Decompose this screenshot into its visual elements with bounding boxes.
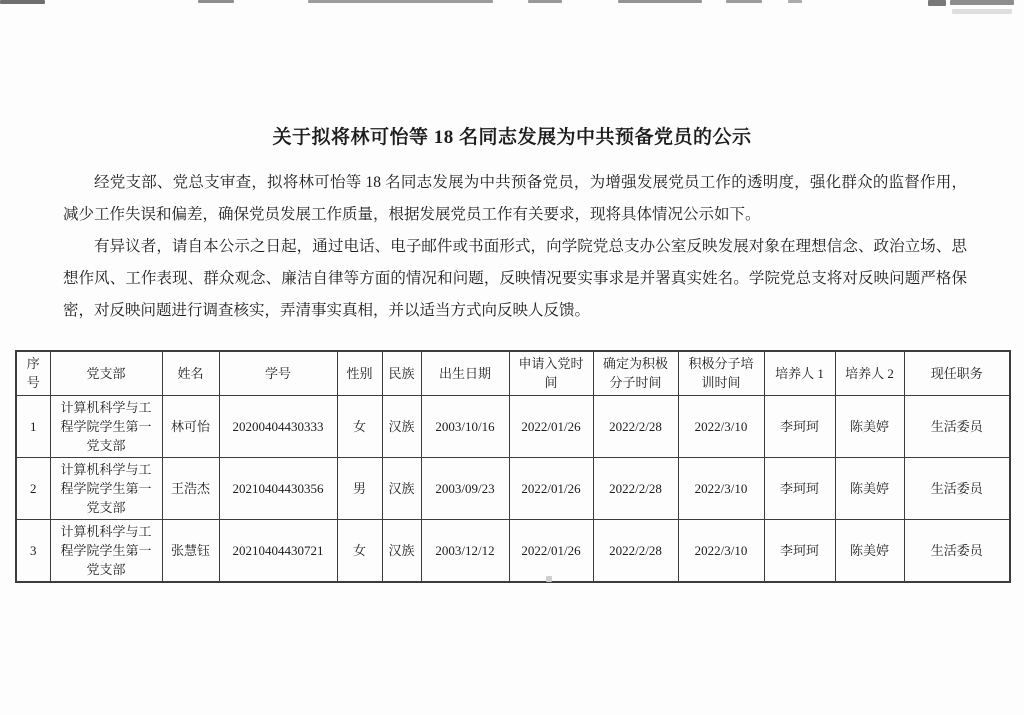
notice-paragraph-1: 经党支部、党总支审查，拟将林可怡等 18 名同志发展为中共预备党员，为增强发展党员工作的透明度，强化群众的监督作用，减少工作失误和偏差，确保党员发展工作质量，根据发展党员工作有关要求，现将具体情况公示如下。	[63, 174, 967, 223]
table-cell: 20210404430721	[219, 519, 337, 582]
scan-artifact	[618, 0, 702, 3]
table-cell: 女	[337, 519, 382, 582]
column-header: 积极分子培训时间	[678, 351, 764, 395]
table-cell: 李珂珂	[764, 395, 835, 457]
column-header: 培养人 1	[764, 351, 835, 395]
table-cell: 林可怡	[162, 395, 219, 457]
table-cell: 2003/10/16	[421, 395, 509, 457]
column-header: 培养人 2	[835, 351, 904, 395]
notice-body	[63, 167, 967, 327]
table-cell: 2022/3/10	[678, 457, 764, 519]
table-cell: 2022/2/28	[593, 519, 678, 582]
column-header: 党支部	[50, 351, 162, 395]
table-cell: 李珂珂	[764, 457, 835, 519]
table-cell: 汉族	[382, 457, 421, 519]
table-cell: 2022/2/28	[593, 457, 678, 519]
table-cell: 计算机科学与工程学院学生第一党支部	[50, 395, 162, 457]
scan-artifact	[0, 0, 45, 4]
table-cell: 生活委员	[904, 457, 1010, 519]
table-cell: 陈美婷	[835, 395, 904, 457]
table-cell: 2022/3/10	[678, 395, 764, 457]
column-header: 性别	[337, 351, 382, 395]
scan-artifact	[950, 0, 1014, 5]
table-row	[16, 457, 1010, 519]
table-header-row	[16, 351, 1010, 395]
table-row	[16, 519, 1010, 582]
table-cell: 王浩杰	[162, 457, 219, 519]
scan-artifact	[198, 0, 234, 3]
table-cell: 生活委员	[904, 519, 1010, 582]
table-cell: 计算机科学与工程学院学生第一党支部	[50, 457, 162, 519]
table-cell: 2022/01/26	[509, 457, 593, 519]
table-cell: 陈美婷	[835, 519, 904, 582]
table-cell: 2003/12/12	[421, 519, 509, 582]
scan-artifact	[546, 576, 552, 582]
notice-paragraph-2: 有异议者，请自本公示之日起，通过电话、电子邮件或书面形式，向学院党总支办公室反映发展对象在理想信念、政治立场、思想作风、工作表现、群众观念、廉洁自律等方面的情况和问题，反映情况要实事求是并署真实姓名。学院党总支将对反映问题严格保密，对反映问题进行调查核实，弄清事实真相，并以适当方式向反映人反馈。	[63, 238, 967, 319]
column-header: 姓名	[162, 351, 219, 395]
table-cell: 李珂珂	[764, 519, 835, 582]
table-cell: 20200404430333	[219, 395, 337, 457]
table-cell: 3	[16, 519, 50, 582]
page-title: 关于拟将林可怡等 18 名同志发展为中共预备党员的公示	[272, 127, 752, 148]
column-header: 申请入党时间	[509, 351, 593, 395]
column-header: 民族	[382, 351, 421, 395]
table-cell: 陈美婷	[835, 457, 904, 519]
scan-artifact	[726, 0, 762, 3]
column-header: 现任职务	[904, 351, 1010, 395]
table-cell: 男	[337, 457, 382, 519]
scan-artifact	[788, 0, 802, 3]
table-cell: 张慧钰	[162, 519, 219, 582]
table-cell: 2022/3/10	[678, 519, 764, 582]
column-header: 学号	[219, 351, 337, 395]
table-cell: 女	[337, 395, 382, 457]
table-cell: 20210404430356	[219, 457, 337, 519]
table-cell: 2022/01/26	[509, 395, 593, 457]
scan-artifact	[528, 0, 562, 3]
scan-artifact	[952, 9, 1012, 14]
table-cell: 汉族	[382, 519, 421, 582]
table-cell: 2	[16, 457, 50, 519]
candidates-table	[15, 350, 1011, 583]
column-header: 确定为积极分子时间	[593, 351, 678, 395]
table-cell: 2022/01/26	[509, 519, 593, 582]
table-row	[16, 395, 1010, 457]
table-cell: 计算机科学与工程学院学生第一党支部	[50, 519, 162, 582]
scan-artifact	[308, 0, 493, 3]
scan-artifact	[928, 0, 946, 6]
table-cell: 生活委员	[904, 395, 1010, 457]
table-cell: 汉族	[382, 395, 421, 457]
column-header: 序号	[16, 351, 50, 395]
column-header: 出生日期	[421, 351, 509, 395]
table-cell: 1	[16, 395, 50, 457]
table-cell: 2003/09/23	[421, 457, 509, 519]
table-cell: 2022/2/28	[593, 395, 678, 457]
